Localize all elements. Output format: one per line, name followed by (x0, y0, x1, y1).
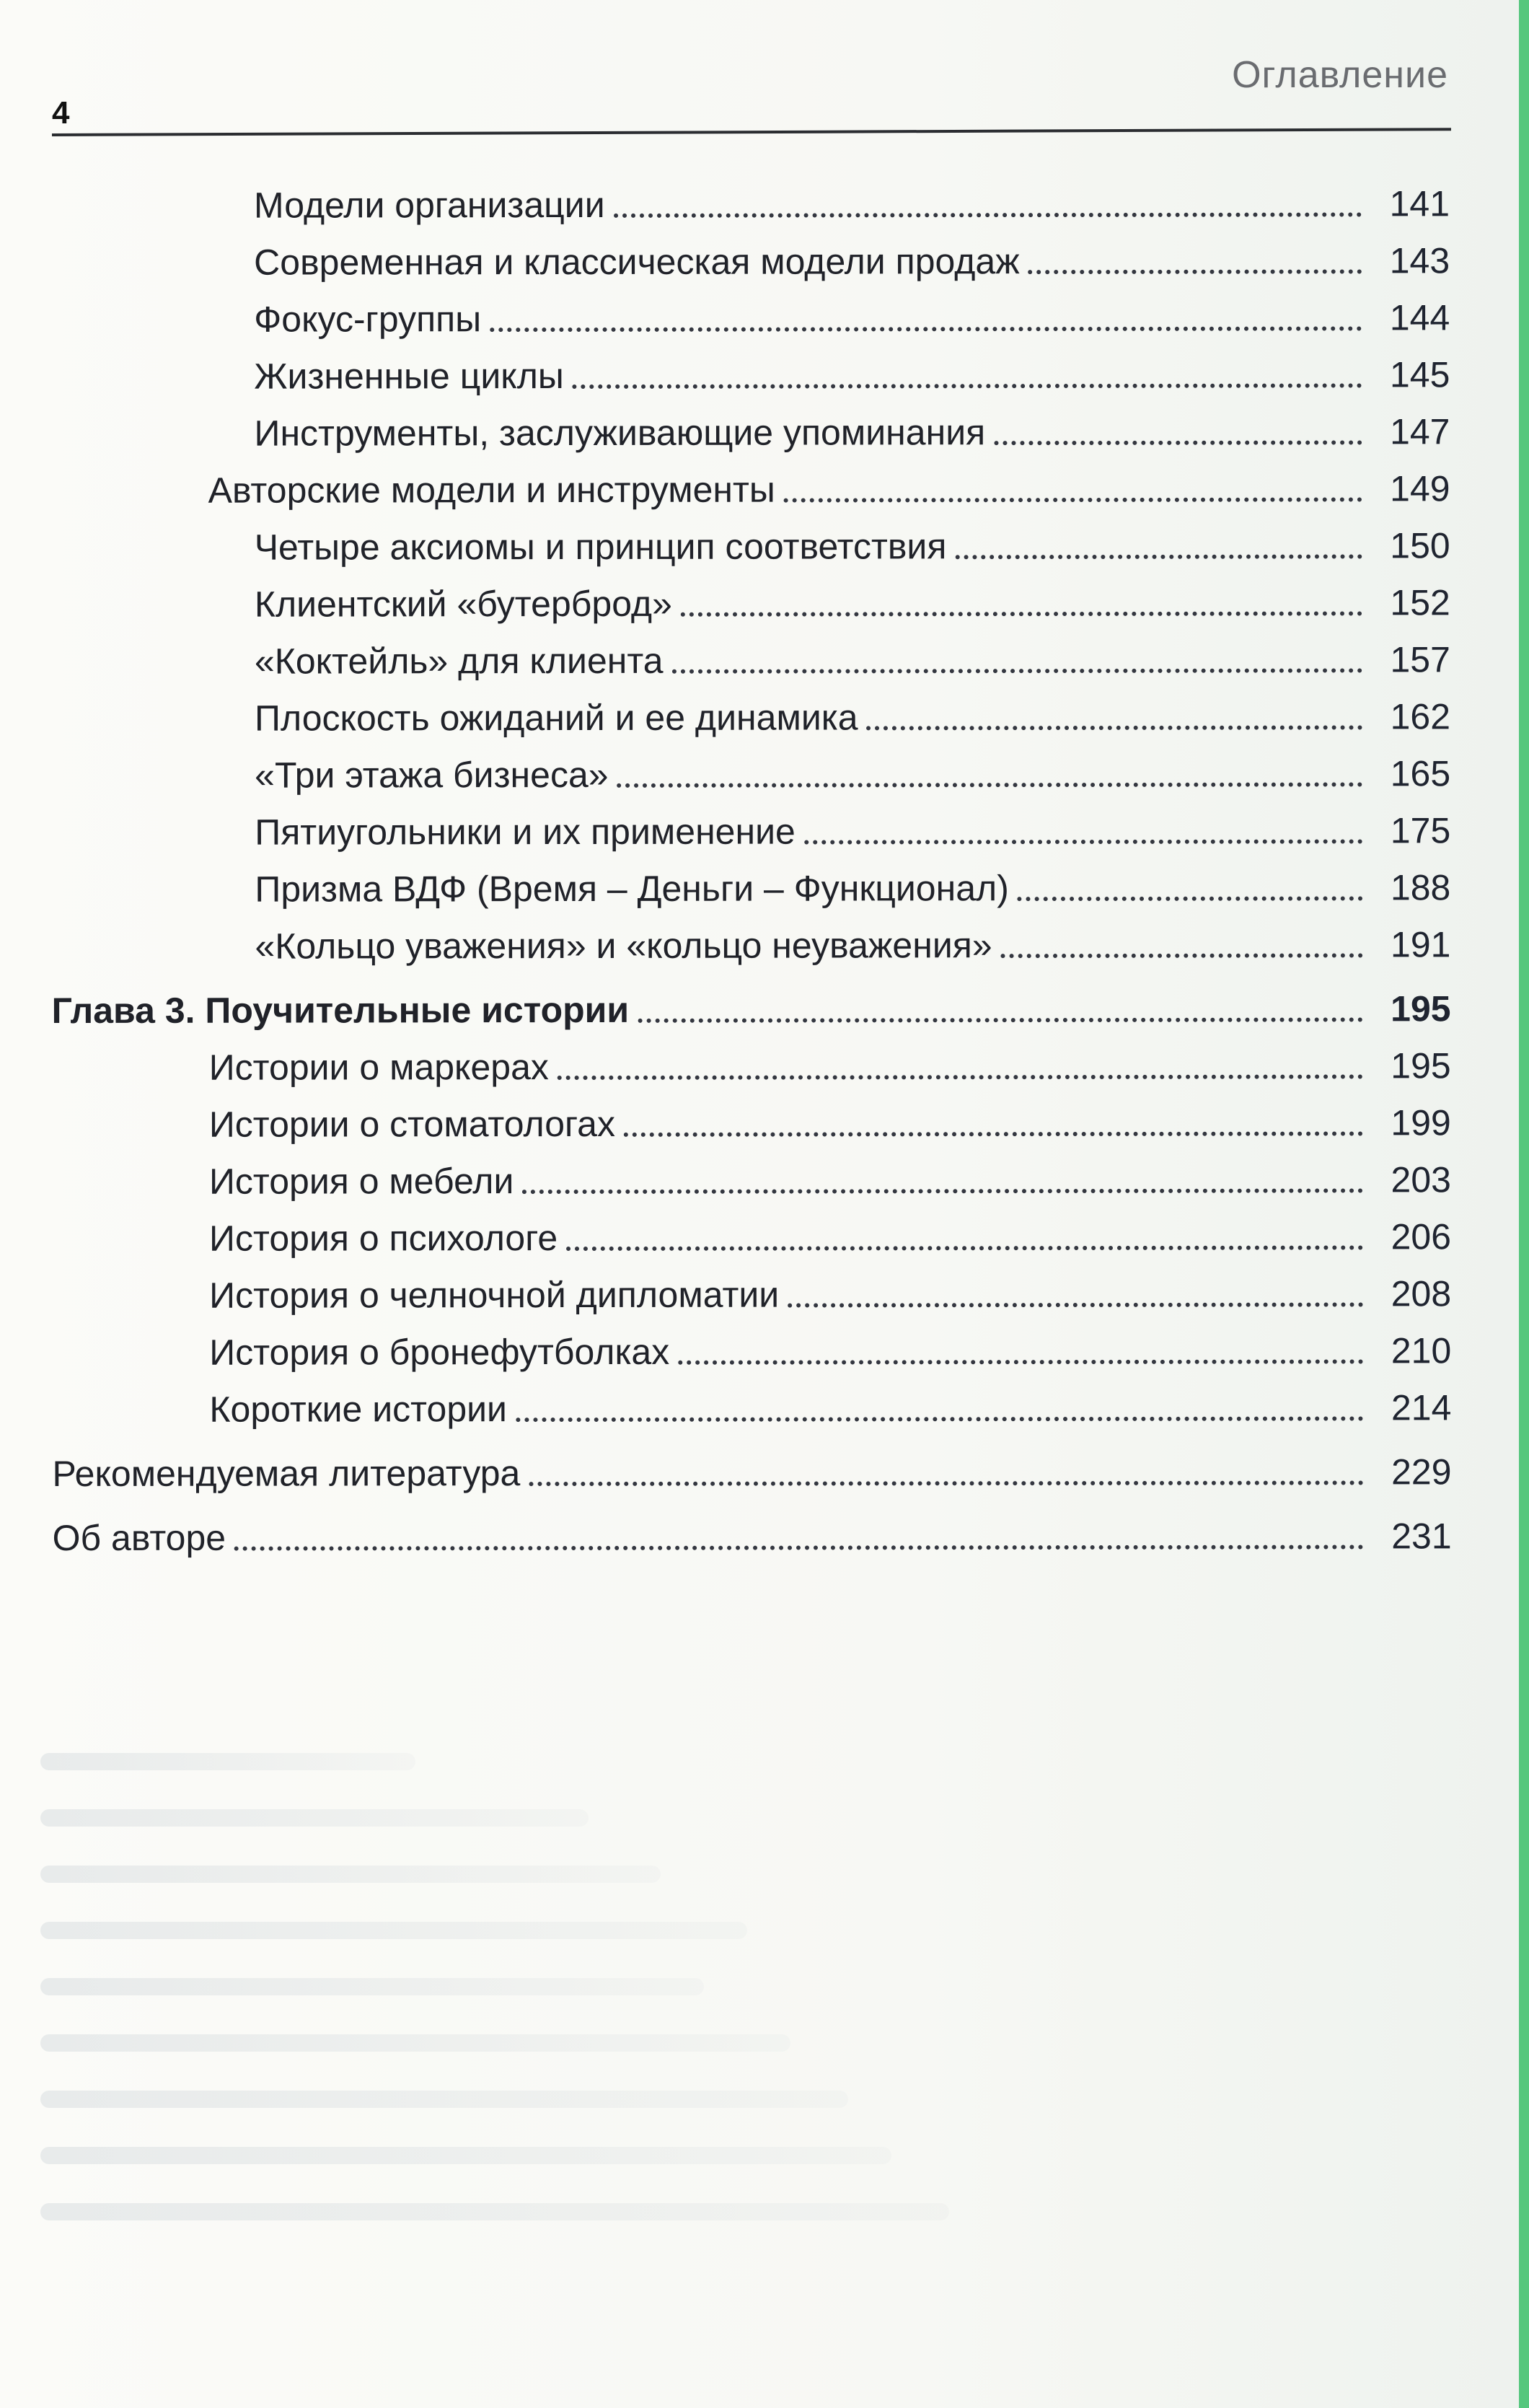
toc-leader-dots (529, 1480, 1363, 1486)
toc-entry-recommended-literature (52, 1452, 1451, 1494)
toc-entry-title: Об авторе (52, 1517, 226, 1558)
toc-entry-title: История о челночной дипломатии (209, 1274, 780, 1316)
toc-entry-page: 144 (1389, 297, 1450, 338)
toc-entry-life-cycles (50, 355, 1450, 397)
ghost-line (40, 2034, 790, 2052)
toc-entry-title: Фокус-группы (254, 299, 482, 340)
toc-entry-page: 152 (1390, 582, 1450, 623)
toc-entry-page: 229 (1391, 1451, 1452, 1493)
page-number: 4 (52, 95, 70, 131)
toc-entry-sales-models (50, 241, 1450, 283)
ghost-line (40, 1922, 747, 1939)
green-page-edge (1519, 0, 1529, 2408)
toc-leader-dots (784, 497, 1362, 502)
toc-leader-dots (617, 782, 1363, 787)
toc-entry-page: 203 (1391, 1159, 1451, 1200)
toc-entry-title: «Три этажа бизнеса» (255, 754, 609, 796)
toc-leader-dots (614, 212, 1362, 217)
ghost-line (40, 2147, 891, 2164)
toc-leader-dots (678, 1359, 1363, 1364)
toc-entry-marker-stories (52, 1046, 1451, 1088)
toc-entry-vdf-prism (51, 868, 1450, 910)
toc-entry-title: История о мебели (208, 1161, 514, 1202)
toc-entry-title: Современная и классическая модели продаж (254, 241, 1020, 283)
toc-leader-dots (804, 839, 1362, 844)
toc-entry-pentagons (51, 811, 1450, 853)
toc-entry-page: 141 (1389, 183, 1450, 224)
toc-leader-dots (672, 668, 1362, 673)
toc-leader-dots (516, 1416, 1363, 1422)
toc-entry-title: Модели организации (253, 184, 605, 226)
toc-entry-short-stories (52, 1388, 1451, 1430)
toc-entry-page: 231 (1391, 1516, 1452, 1557)
ghost-line (40, 2203, 949, 2220)
toc-entry-page: 162 (1390, 696, 1451, 737)
ghost-line (40, 1809, 589, 1827)
toc-entry-title: Инструменты, заслуживающие упоминания (254, 412, 986, 454)
toc-entry-title: Призма ВДФ (Время – Деньги – Функционал) (255, 868, 1009, 910)
bleed-through-ghost-text (40, 1724, 1007, 2287)
toc-leader-dots (994, 440, 1362, 445)
toc-entry-psychologist-story (52, 1217, 1451, 1259)
toc-leader-dots (867, 725, 1363, 730)
toc-entry-page: 165 (1390, 753, 1451, 794)
toc-entry-page: 214 (1391, 1387, 1452, 1428)
header-rule (52, 128, 1451, 136)
toc-leader-dots (558, 1074, 1363, 1080)
toc-leader-dots (234, 1544, 1364, 1550)
toc-entry-title: История о бронефутболках (209, 1331, 670, 1373)
toc-leader-dots (624, 1131, 1363, 1136)
running-header-title: Оглавление (1232, 54, 1448, 96)
toc-entry-page: 199 (1391, 1102, 1451, 1143)
toc-entry-focus-groups (50, 298, 1450, 340)
toc-entry-title: Авторские модели и инструменты (208, 469, 775, 511)
toc-entry-page: 149 (1390, 468, 1450, 509)
toc-entry-armored-tshirts-story (52, 1331, 1451, 1373)
toc-entry-title: Плоскость ожиданий и ее динамика (254, 697, 858, 739)
toc-entry-page: 145 (1389, 354, 1450, 395)
toc-leader-dots (1018, 896, 1363, 901)
toc-entry-three-floors (51, 754, 1450, 796)
toc-entry-page: 157 (1390, 639, 1450, 680)
ghost-line (40, 1978, 704, 1995)
toc-entry-page: 195 (1391, 988, 1451, 1029)
toc-entry-page: 195 (1391, 1045, 1451, 1086)
toc-entry-shuttle-diplomacy-story (52, 1274, 1451, 1316)
toc-leader-dots (638, 1017, 1362, 1022)
toc-entry-title: «Коктейль» для клиента (254, 640, 664, 682)
toc-entry-page: 150 (1390, 525, 1450, 566)
toc-entry-about-author (53, 1516, 1452, 1558)
toc-entry-title: История о психологе (208, 1218, 558, 1259)
toc-leader-dots (788, 1302, 1363, 1307)
toc-leader-dots (522, 1188, 1363, 1194)
toc-entry-page: 175 (1390, 810, 1451, 851)
toc-leader-dots (1028, 269, 1362, 274)
toc-leader-dots (566, 1245, 1363, 1251)
toc-entry-four-axioms (51, 526, 1450, 568)
toc-entry-page: 210 (1391, 1330, 1452, 1371)
toc-entry-title: Рекомендуемая литература (52, 1453, 521, 1494)
toc-leader-dots (681, 611, 1362, 616)
toc-entry-noteworthy-tools (50, 412, 1450, 454)
ghost-line (40, 1753, 415, 1770)
toc-leader-dots (490, 326, 1362, 332)
toc-entry-models-organization (50, 184, 1450, 226)
toc-entry-page: 147 (1390, 411, 1450, 452)
toc-entry-page: 208 (1391, 1273, 1452, 1314)
ghost-line (40, 1866, 661, 1883)
toc-entry-furniture-story (52, 1160, 1451, 1202)
toc-entry-title: Короткие истории (209, 1389, 508, 1430)
toc-entry-author-models (51, 469, 1450, 511)
toc-entry-client-cocktail (51, 640, 1450, 682)
toc-entry-expectations-plane (51, 697, 1450, 739)
toc-entry-page: 188 (1390, 867, 1451, 908)
toc-leader-dots (573, 383, 1362, 389)
table-of-contents (50, 184, 1452, 1576)
toc-entry-title: Жизненные циклы (254, 356, 564, 397)
toc-entry-page: 191 (1390, 924, 1451, 965)
toc-entry-title: Глава 3. Поучительные истории (51, 989, 630, 1031)
toc-entry-title: Четыре аксиомы и принцип соответствия (254, 526, 947, 568)
toc-entry-dentist-stories (52, 1103, 1451, 1145)
toc-entry-chapter-3 (52, 989, 1451, 1031)
toc-entry-title: Пятиугольники и их применение (255, 811, 796, 853)
toc-entry-respect-rings (51, 925, 1450, 967)
toc-leader-dots (955, 554, 1362, 559)
ghost-line (40, 2091, 848, 2108)
toc-leader-dots (1001, 953, 1363, 958)
toc-entry-title: Истории о маркерах (208, 1047, 549, 1088)
toc-entry-title: Клиентский «бутерброд» (254, 583, 672, 625)
toc-entry-page: 143 (1389, 240, 1450, 281)
toc-entry-page: 206 (1391, 1216, 1452, 1257)
toc-entry-title: Истории о стоматологах (208, 1103, 615, 1145)
toc-entry-title: «Кольцо уважения» и «кольцо неуважения» (255, 925, 992, 967)
toc-entry-client-sandwich (51, 583, 1450, 625)
